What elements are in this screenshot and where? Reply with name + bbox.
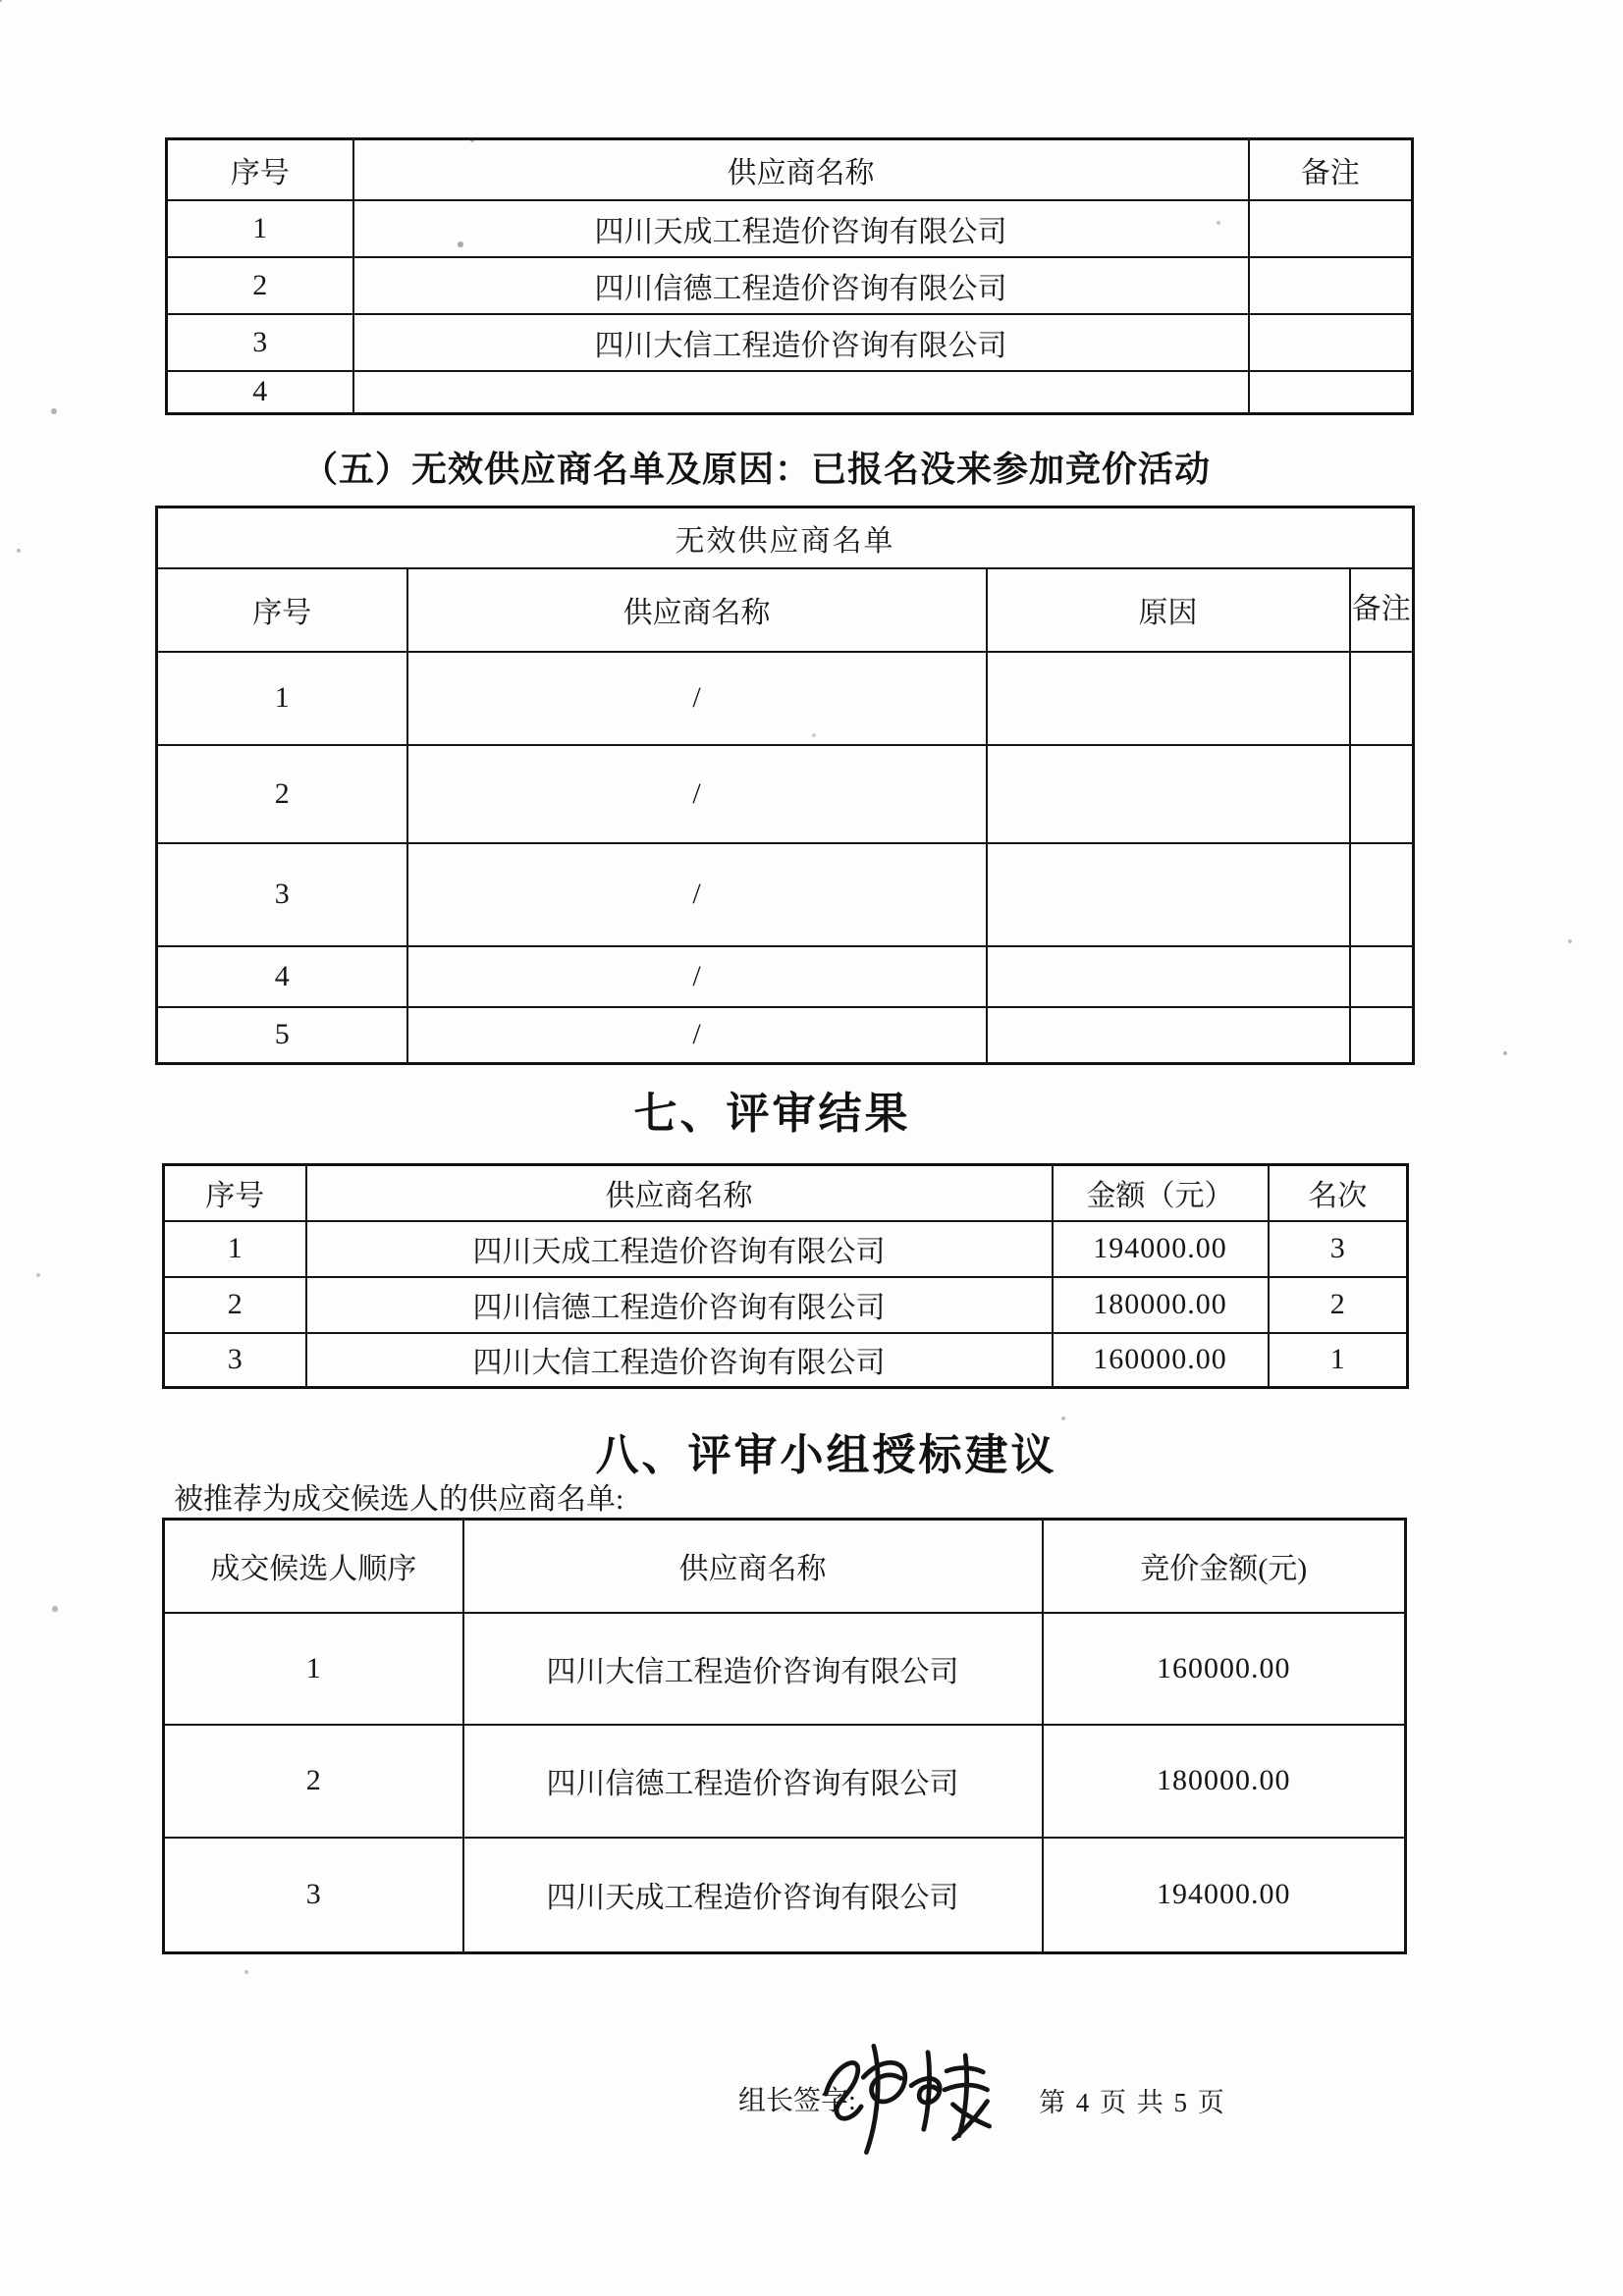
col-header-seq: 序号 [164, 1165, 306, 1221]
cell-amount: 180000.00 [1043, 1725, 1406, 1838]
cell-supplier-name: 四川大信工程造价咨询有限公司 [463, 1613, 1043, 1725]
cell-seq: 1 [157, 652, 407, 745]
leader-signature-handwriting [807, 2040, 1013, 2160]
col-header-supplier: 供应商名称 [463, 1520, 1043, 1613]
cell-amount: 160000.00 [1043, 1613, 1406, 1725]
cell-rank: 1 [1269, 1333, 1408, 1388]
table-row [164, 1221, 1408, 1277]
table-header-row [167, 139, 1413, 200]
cell-supplier-name: 四川大信工程造价咨询有限公司 [353, 314, 1249, 371]
cell-seq: 5 [157, 1007, 407, 1064]
cell-amount: 160000.00 [1053, 1333, 1269, 1388]
col-header-reason: 原因 [987, 568, 1350, 652]
cell-seq: 1 [164, 1613, 463, 1725]
cell-seq: 3 [164, 1333, 306, 1388]
table-title-row [157, 507, 1414, 568]
cell-seq: 3 [157, 843, 407, 946]
table-row [164, 1838, 1406, 1953]
cell-supplier-name: / [407, 652, 987, 745]
cell-supplier-name: 四川信德工程造价咨询有限公司 [306, 1277, 1053, 1333]
cell-supplier-name: 四川信德工程造价咨询有限公司 [463, 1725, 1043, 1838]
col-header-amount: 金额（元） [1053, 1165, 1269, 1221]
cell-seq: 4 [157, 946, 407, 1007]
cell-remark [1249, 200, 1413, 257]
cell-seq: 2 [164, 1277, 306, 1333]
cell-amount: 194000.00 [1053, 1221, 1269, 1277]
evaluation-results-table [162, 1163, 1409, 1389]
col-header-seq: 序号 [157, 568, 407, 652]
award-candidates-table [162, 1518, 1407, 1954]
page-indicator: 第 4 页 共 5 页 [1039, 2088, 1226, 2117]
cell-remark [1350, 652, 1414, 745]
table-header-row [157, 568, 1414, 652]
col-header-remark: 备注 [1350, 568, 1414, 652]
cell-seq: 2 [157, 745, 407, 843]
col-header-seq: 序号 [167, 139, 353, 200]
cell-supplier-name: 四川天成工程造价咨询有限公司 [306, 1221, 1053, 1277]
col-header-supplier: 供应商名称 [407, 568, 987, 652]
cell-remark [1350, 745, 1414, 843]
table-row [164, 1725, 1406, 1838]
invalid-suppliers-table [155, 506, 1415, 1065]
cell-supplier-name: 四川天成工程造价咨询有限公司 [353, 200, 1249, 257]
table-row [167, 371, 1413, 414]
cell-reason [987, 946, 1350, 1007]
cell-reason [987, 745, 1350, 843]
table-row [157, 946, 1414, 1007]
col-header-bid-amount: 竞价金额(元) [1043, 1520, 1406, 1613]
cell-amount: 194000.00 [1043, 1838, 1406, 1953]
cell-supplier-name: / [407, 843, 987, 946]
table-header-row [164, 1520, 1406, 1613]
invalid-table-title: 无效供应商名单 [157, 507, 1414, 568]
cell-supplier-name [353, 371, 1249, 414]
section8-heading: 八、评审小组授标建议 [595, 1431, 1057, 1479]
table-row [157, 843, 1414, 946]
table-row [164, 1333, 1408, 1388]
col-header-rank: 名次 [1269, 1165, 1408, 1221]
cell-amount: 180000.00 [1053, 1277, 1269, 1333]
cell-remark [1350, 843, 1414, 946]
section5-heading: （五）无效供应商名单及原因：已报名没来参加竞价活动 [302, 450, 1212, 489]
col-header-supplier: 供应商名称 [353, 139, 1249, 200]
section7-heading: 七、评审结果 [633, 1090, 911, 1138]
cell-reason [987, 1007, 1350, 1064]
col-header-supplier: 供应商名称 [306, 1165, 1053, 1221]
cell-seq: 3 [167, 314, 353, 371]
cell-rank: 2 [1269, 1277, 1408, 1333]
cell-supplier-name: 四川天成工程造价咨询有限公司 [463, 1838, 1043, 1953]
cell-reason [987, 652, 1350, 745]
cell-seq: 1 [167, 200, 353, 257]
col-header-remark: 备注 [1249, 139, 1413, 200]
cell-reason [987, 843, 1350, 946]
candidates-intro-text: 被推荐为成交候选人的供应商名单: [174, 1483, 624, 1516]
cell-rank: 3 [1269, 1221, 1408, 1277]
cell-supplier-name: 四川信德工程造价咨询有限公司 [353, 257, 1249, 314]
table-header-row [164, 1165, 1408, 1221]
scan-noise-dots [0, 0, 2, 2]
table-row [167, 200, 1413, 257]
table-row [167, 314, 1413, 371]
col-header-candidate-order: 成交候选人顺序 [164, 1520, 463, 1613]
table-row [167, 257, 1413, 314]
cell-seq: 3 [164, 1838, 463, 1953]
table-row [164, 1277, 1408, 1333]
leader-signature-label: 组长签字: [738, 2086, 856, 2116]
cell-remark [1350, 946, 1414, 1007]
cell-seq: 2 [167, 257, 353, 314]
table-row [157, 1007, 1414, 1064]
cell-remark [1249, 371, 1413, 414]
cell-supplier-name: / [407, 745, 987, 843]
registered-suppliers-table [165, 137, 1414, 415]
cell-remark [1249, 257, 1413, 314]
table-row [157, 652, 1414, 745]
cell-supplier-name: / [407, 1007, 987, 1064]
cell-supplier-name: 四川大信工程造价咨询有限公司 [306, 1333, 1053, 1388]
cell-remark [1350, 1007, 1414, 1064]
table-row [164, 1613, 1406, 1725]
cell-seq: 1 [164, 1221, 306, 1277]
table-row [157, 745, 1414, 843]
cell-seq: 4 [167, 371, 353, 414]
cell-supplier-name: / [407, 946, 987, 1007]
cell-seq: 2 [164, 1725, 463, 1838]
cell-remark [1249, 314, 1413, 371]
